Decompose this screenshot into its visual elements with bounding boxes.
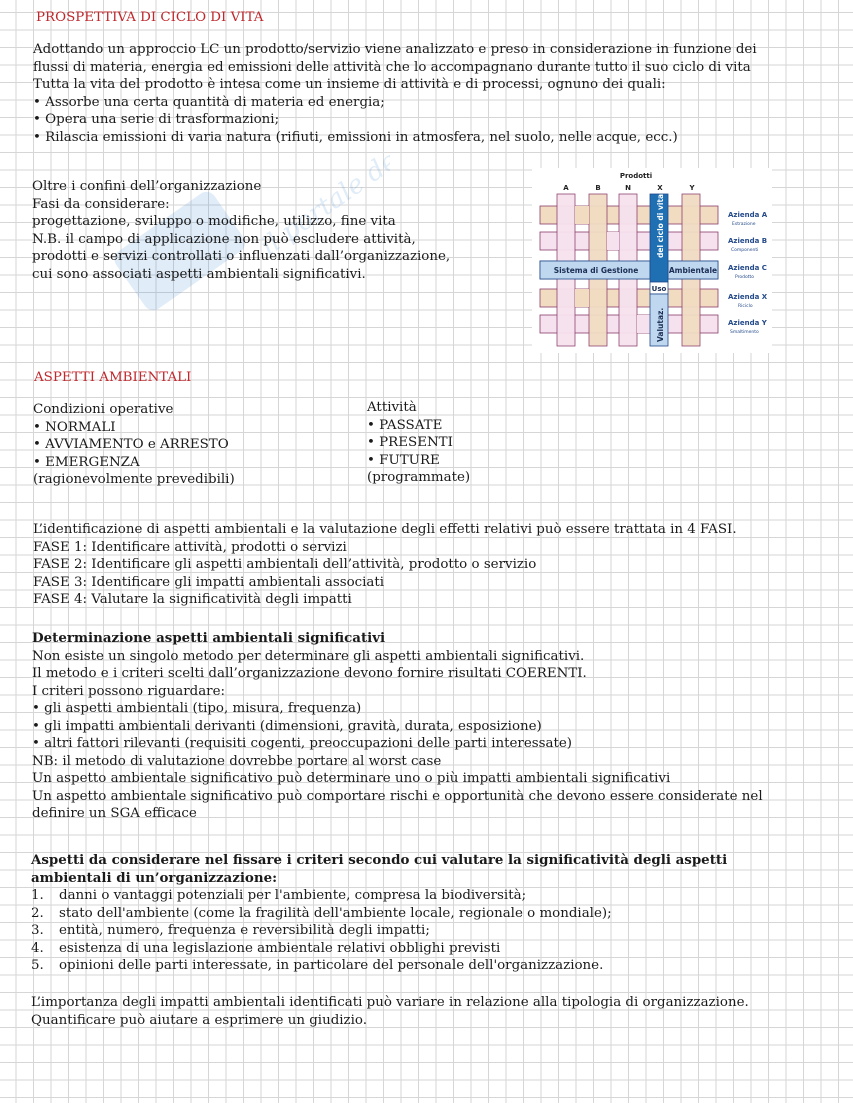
criteria-heading: Aspetti da considerare nel fissare i criteri secondo cui valutare la significatività degli aspetti <box>31 852 728 868</box>
section-title-aspetti: ASPETTI AMBIENTALI <box>34 370 192 385</box>
significant-aspects-line: • gli impatti ambientali derivanti (dimensioni, gravità, durata, esposizione) <box>32 718 542 734</box>
diagram-column-label: A <box>563 184 569 192</box>
significant-aspects-heading: Determinazione aspetti ambientali significativi <box>32 630 386 646</box>
list-item: 2. stato dell'ambiente (come la fragilità dell'ambiente locale, regionale o mondiale); <box>31 905 612 921</box>
watermark-text: il portale degli <box>255 126 390 262</box>
list-item: 3. entità, numero, frequenza e reversibilità degli impatti; <box>31 923 430 938</box>
significant-aspects-line: Il metodo e i criteri scelti dall’organizzazione devono fornire risultati COERENTI. <box>32 666 587 681</box>
scope-line: N.B. il campo di applicazione non può escludere attività, <box>32 231 416 247</box>
company-sublabel: Estrazione <box>732 222 756 227</box>
phase-line: FASE 4: Valutare la significatività degli impatti <box>33 592 352 607</box>
conditions-item: • NORMALI <box>33 419 116 435</box>
intro-line: • Assorbe una certa quantità di materia ed energia; <box>33 94 385 110</box>
significant-aspects-line: • altri fattori rilevanti (requisiti cogenti, preoccupazioni delle parti interessate) <box>32 736 573 751</box>
company-sublabel: Riciclo <box>738 304 753 309</box>
intro-paragraph <box>33 41 757 146</box>
criteria-heading: ambientali di un’organizzazione: <box>31 869 278 886</box>
vertical-label-uso: Uso <box>651 285 667 293</box>
band-label-ambientale: Ambientale <box>668 266 718 275</box>
intro-line: Adottando un approccio LC un prodotto/servizio viene analizzato e preso in considerazione in funzione dei <box>33 42 757 57</box>
diagram-column-label: N <box>625 184 631 192</box>
conditions-item: • AVVIAMENTO e ARRESTO <box>33 437 229 452</box>
conditions-item: • EMERGENZA <box>33 454 140 470</box>
vertical-label-ciclo: del ciclo di vita <box>656 193 665 258</box>
closing-line: Quantificare può aiutare a esprimere un giudizio. <box>31 1012 367 1028</box>
phase-line: FASE 2: Identificare gli aspetti ambientali dell’attività, prodotto o servizio <box>33 557 537 572</box>
life-cycle-diagram <box>532 168 772 353</box>
diagram-column-label: X <box>657 184 663 192</box>
scope-line: cui sono associati aspetti ambientali significativi. <box>32 266 366 282</box>
intro-line: • Rilascia emissioni di varia natura (rifiuti, emissioni in atmosfera, nel suolo, nelle acque, ecc.) <box>33 129 678 145</box>
phase-line: FASE 3: Identificare gli impatti ambientali associati <box>33 574 385 590</box>
company-label: Azienda B <box>728 237 768 245</box>
diagram-column-label: B <box>595 184 601 192</box>
company-sublabel: Componenti <box>731 248 759 253</box>
significant-aspects-line: definire un SGA efficace <box>32 806 197 821</box>
vertical-label-valutaz: Valutaz. <box>656 307 665 342</box>
diagram-column-label: Y <box>689 184 695 192</box>
section-title-ciclo-vita: PROSPETTIVA DI CICLO DI VITA <box>36 10 264 25</box>
intro-line: flussi di materia, energia ed emissioni delle attività che lo accompagnano durante tutto il suo ciclo di vita <box>33 59 751 75</box>
significant-aspects-line: I criteri possono riguardare: <box>32 683 226 699</box>
diagram-top-label: Prodotti <box>619 172 653 180</box>
band-label-sistema: Sistema di Gestione <box>553 266 639 275</box>
scope-line: Fasi da considerare: <box>32 196 170 212</box>
phase-line: FASE 1: Identificare attività, prodotti o servizi <box>33 539 347 555</box>
closing-paragraph <box>31 994 749 1029</box>
significant-aspects-line: Non esiste un singolo metodo per determinare gli aspetti ambientali significativi. <box>32 648 585 664</box>
significant-aspects-line: Un aspetto ambientale significativo può comportare rischi e opportunità che devono essere considerate nel <box>32 788 763 804</box>
company-sublabel: Smaltimento <box>730 330 759 335</box>
list-item: 4. esistenza di una legislazione ambientale relativi obblighi previsti <box>31 940 501 956</box>
significant-aspects-line: NB: il metodo di valutazione dovrebbe portare al worst case <box>32 753 442 769</box>
significant-aspects-section <box>32 630 763 823</box>
phases-paragraph <box>33 521 737 609</box>
company-sublabel: Prodotto <box>735 275 755 280</box>
company-label: Azienda Y <box>728 319 767 327</box>
company-label: Azienda X <box>728 293 768 301</box>
list-item: 1. danni o vantaggi potenziali per l'ambiente, compresa la biodiversità; <box>31 888 527 903</box>
criteria-section <box>31 852 727 975</box>
closing-line: L’importanza degli impatti ambientali identificati può variare in relazione alla tipologia di organizzazione. <box>31 995 749 1010</box>
list-item: 5. opinioni delle parti interessate, in particolare del personale dell'organizzazione. <box>31 958 604 973</box>
significant-aspects-line: Un aspetto ambientale significativo può determinare uno o più impatti ambientali significativi <box>32 771 671 786</box>
conditions-note: (ragionevolmente prevedibili) <box>33 472 235 487</box>
activities-item: • PASSATE <box>367 417 443 433</box>
scope-paragraph <box>32 178 450 283</box>
scope-line: progettazione, sviluppo o modifiche, utilizzo, fine vita <box>32 214 396 229</box>
intro-line: Tutta la vita del prodotto è intesa come un insieme di attività e di processi, ognuno dei quali: <box>33 77 666 92</box>
activities-note: (programmate) <box>367 470 471 485</box>
activities-item: • FUTURE <box>367 452 440 468</box>
scope-line: Oltre i confini dell’organizzazione <box>32 179 262 194</box>
activities-item: • PRESENTI <box>367 435 453 450</box>
activities-heading: Attività <box>367 400 417 415</box>
company-label: Azienda A <box>728 211 768 219</box>
intro-line: • Opera una serie di trasformazioni; <box>33 112 280 127</box>
conditions-heading: Condizioni operative <box>33 402 174 417</box>
company-label: Azienda C <box>728 264 767 272</box>
phases-intro: L’identificazione di aspetti ambientali e la valutazione degli effetti relativi può essere trattata in 4 FASI. <box>33 522 737 537</box>
criteria-list <box>31 887 727 975</box>
scope-line: prodotti e servizi controllati o influenzati dall’organizzazione, <box>32 249 451 264</box>
activities-list <box>367 399 470 487</box>
conditions-list <box>33 401 235 489</box>
significant-aspects-line: • gli aspetti ambientali (tipo, misura, frequenza) <box>32 701 362 716</box>
